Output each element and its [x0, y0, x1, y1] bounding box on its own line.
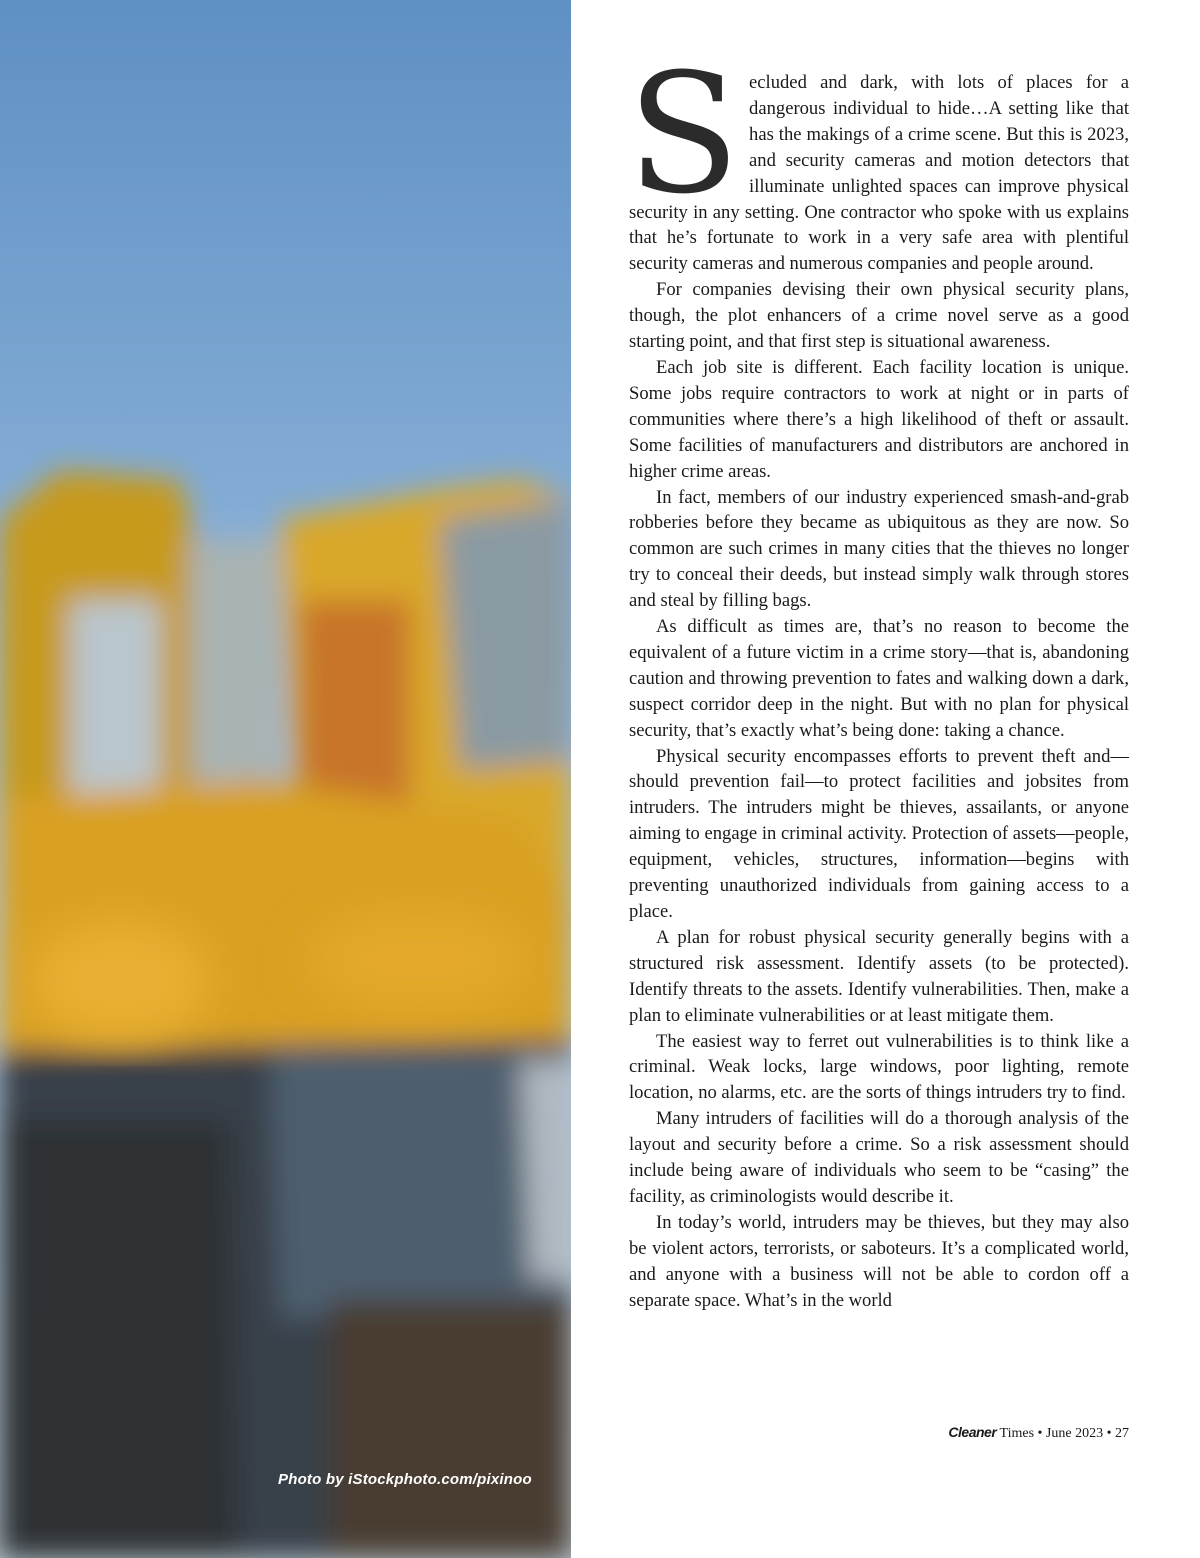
blurred-construction-vehicle-image — [0, 0, 571, 1558]
paragraph-text: ecluded and dark, with lots of places for a dangerous individual to hide…A setting like that has the makings of a crime scene. But this is 2023, and security cameras and motion detectors that illuminate unlighted spaces can improve physical security in any setting. One contractor who spoke with us explains that he’s fortunate to work in a very safe area with plentiful security cameras and numerous companies and people around. — [629, 72, 1129, 275]
page-footer — [948, 1424, 1129, 1442]
cover-photo — [0, 0, 571, 1558]
photo-credit: Photo by iStockphoto.com/pixinoo — [278, 1471, 532, 1488]
article-paragraph: A plan for robust physical security generally begins with a structured risk assessment. Identify assets (to be protected). Identify threats to the assets. Identify vulnerabilities. Then, make a plan to eliminate vulnerabilities or at least mitigate them. — [629, 926, 1129, 1026]
article-paragraph: In today’s world, intruders may be thieves, but they may also be violent actors, terrorists, or saboteurs. It’s a complicated world, and anyone with a business will not be able to cordon off a separate space. What’s in the world — [629, 1211, 1129, 1311]
drop-cap: S — [627, 38, 741, 230]
article-paragraph: Each job site is different. Each facility location is unique. Some jobs require contractors to work at night or in parts of communities where there’s a high likelihood of theft or assault. Some facilities of manufacturers and distributors are anchored in higher crime areas. — [629, 356, 1129, 482]
article-paragraph: As difficult as times are, that’s no reason to become the equivalent of a future victim in a crime story—that is, abandoning caution and throwing prevention to fates and walking down a dark, suspect corridor deep in the night. But with no plan for physical security, that’s exactly what’s being done: taking a chance. — [629, 616, 1129, 741]
article-paragraph: In fact, members of our industry experienced smash-and-grab robberies before they became as ubiquitous as they are now. So common are such crimes in many cities that the thieves no longer try to conceal their deeds, but instead simply walk through stores and steal by filling bags. — [629, 486, 1129, 612]
article-paragraph: Physical security encompasses efforts to prevent theft and—should prevention fail—to protect facilities and jobsites from intruders. The intruders might be thieves, assailants, or anyone aiming to engage in criminal activity. Protection of assets—people, equipment, vehicles, structures, information—begins with preventing unauthorized individuals from gaining access to a place. — [629, 745, 1129, 922]
article-body — [627, 38, 1129, 1314]
article-paragraph: The easiest way to ferret out vulnerabilities is to think like a criminal. Weak locks, large windows, poor lighting, remote location, no alarms, etc. are the sorts of things intruders try to find. — [629, 1030, 1129, 1104]
article-paragraph — [627, 38, 1129, 277]
magazine-brand: Cleaner — [948, 1424, 997, 1440]
footer-issue-page: Times • June 2023 • 27 — [996, 1426, 1129, 1441]
article-paragraph: For companies devising their own physical security plans, though, the plot enhancers of a crime novel serve as a good starting point, and that first step is situational awareness. — [629, 279, 1129, 353]
article-paragraph: Many intruders of facilities will do a thorough analysis of the layout and security before a crime. So a risk assessment should include being aware of individuals who seem to be “casing” the facility, as criminologists would describe it. — [629, 1108, 1129, 1207]
